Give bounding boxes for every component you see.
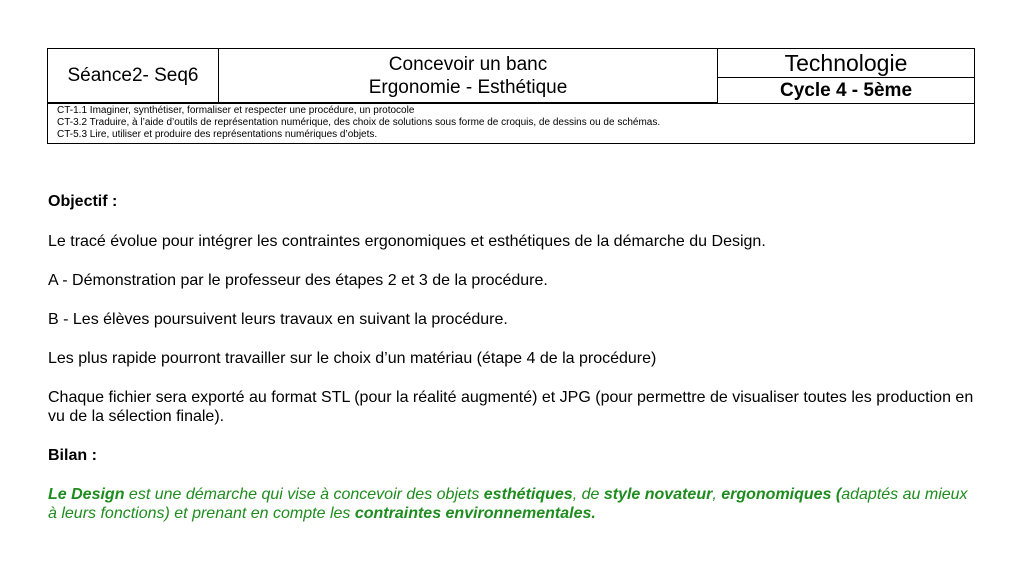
header-table <box>47 48 975 144</box>
bilan-part: adaptés au mieux à leurs fonctions) et prenant en compte les <box>48 486 968 522</box>
main-content <box>48 192 978 523</box>
cycle-cell <box>718 78 974 103</box>
title-line-1: Concevoir un banc <box>388 53 548 75</box>
seance-cell <box>48 49 219 103</box>
seance-label: Séance2- Seq6 <box>67 64 199 86</box>
bilan-part: , <box>712 486 722 503</box>
paragraph: B - Les élèves poursuivent leurs travaux en suivant la procédure. <box>48 311 508 328</box>
subject-cell <box>718 49 974 78</box>
bilan-part: , de <box>572 486 604 503</box>
objectif-heading: Objectif : <box>48 193 118 210</box>
title-line-2: Ergonomie - Esthétique <box>368 76 568 98</box>
bilan-part: contraintes environnementales. <box>354 505 596 522</box>
bilan-part: style novateur <box>603 486 713 503</box>
cycle-label: Cycle 4 - 5ème <box>779 79 913 101</box>
paragraph: Les plus rapide pourront travailler sur le choix d’un matériau (étape 4 de la procédure) <box>48 350 657 367</box>
paragraph: A - Démonstration par le professeur des étapes 2 et 3 de la procédure. <box>48 272 548 289</box>
bilan-part: est une démarche qui vise à concevoir des objets <box>124 486 484 503</box>
bilan-part: Le Design <box>48 486 125 503</box>
bilan-heading: Bilan : <box>48 447 97 464</box>
bilan-text <box>48 485 978 523</box>
competence-item: CT-3.2 Traduire, à l’aide d’outils de représentation numérique, des choix de solutions sous forme de croquis, de dessins ou de schémas. <box>57 117 661 128</box>
competence-item: CT-1.1 Imaginer, synthétiser, formaliser et respecter une procédure, un protocole <box>57 105 415 116</box>
competence-item: CT-5.3 Lire, utiliser et produire des représentations numériques d’objets. <box>57 129 378 140</box>
paragraph: Chaque fichier sera exporté au format STL (pour la réalité augmenté) et JPG (pour permettre de visualiser toutes les production en vu de la sélection finale). <box>48 389 974 425</box>
subject-label: Technologie <box>784 49 908 76</box>
paragraph: Le tracé évolue pour intégrer les contraintes ergonomiques et esthétiques de la démarche du Design. <box>48 233 766 250</box>
bilan-part: esthétiques <box>483 486 573 503</box>
competences-list <box>57 105 967 143</box>
header-divider <box>48 103 974 104</box>
bilan-part: ergonomiques ( <box>721 486 842 503</box>
title-cell <box>219 49 718 103</box>
